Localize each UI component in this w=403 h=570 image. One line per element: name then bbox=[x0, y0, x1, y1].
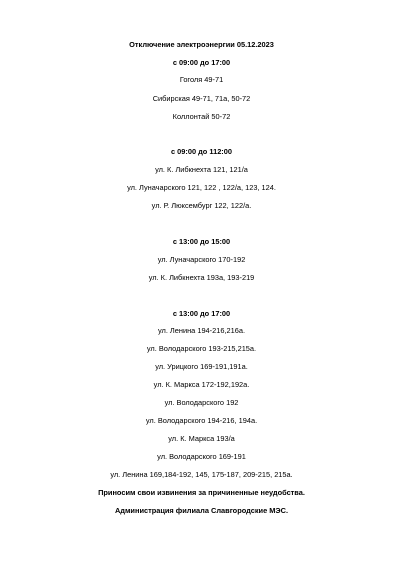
section-2-time: с 09:00 до 112:00 bbox=[171, 147, 232, 156]
address-line: ул. Володарского 194-216, 194а. bbox=[145, 416, 258, 425]
apology-text: Приносим свои извинения за причиненные неудобства. bbox=[98, 488, 305, 497]
address-line: ул. Володарского 192 bbox=[164, 398, 239, 407]
address-line: ул. Луначарского 170-192 bbox=[157, 255, 246, 264]
section-3-time: с 13:00 до 15:00 bbox=[172, 237, 231, 246]
address-line: ул. Володарского 193-215,215а. bbox=[146, 344, 257, 353]
address-line: ул. Луначарского 121, 122 , 122/а, 123, 124. bbox=[127, 183, 276, 192]
address-line: ул. Р. Люксембург 122, 122/а. bbox=[151, 201, 252, 210]
address-line: Коллонтай 50-72 bbox=[172, 112, 231, 121]
address-line: ул. Урицкого 169-191,191а. bbox=[155, 362, 248, 371]
section-1-time: с 09:00 до 17:00 bbox=[172, 58, 231, 67]
address-line: Гоголя 49-71 bbox=[179, 75, 224, 84]
section-4-time: с 13:00 до 17:00 bbox=[172, 309, 231, 318]
address-line: ул. Володарского 169-191 bbox=[157, 452, 246, 461]
document-title: Отключение электроэнергии 05.12.2023 bbox=[129, 40, 274, 49]
address-line: ул. К. Маркса 172-192,192а. bbox=[153, 380, 250, 389]
address-line: ул. К. Либкнехта 193а, 193-219 bbox=[148, 273, 255, 282]
address-line: ул. К. Маркса 193/а bbox=[168, 434, 235, 443]
address-line: Сибирская 49-71, 71а, 50-72 bbox=[152, 94, 251, 103]
address-line: ул. Ленина 194-216,216а. bbox=[157, 326, 246, 335]
address-line: ул. К. Либкнехта 121, 121/а bbox=[155, 165, 248, 174]
address-line: ул. Ленина 169,184-192, 145, 175-187, 209-215, 215а. bbox=[110, 470, 293, 479]
signature-text: Администрация филиала Славгородские МЭС. bbox=[114, 506, 289, 515]
